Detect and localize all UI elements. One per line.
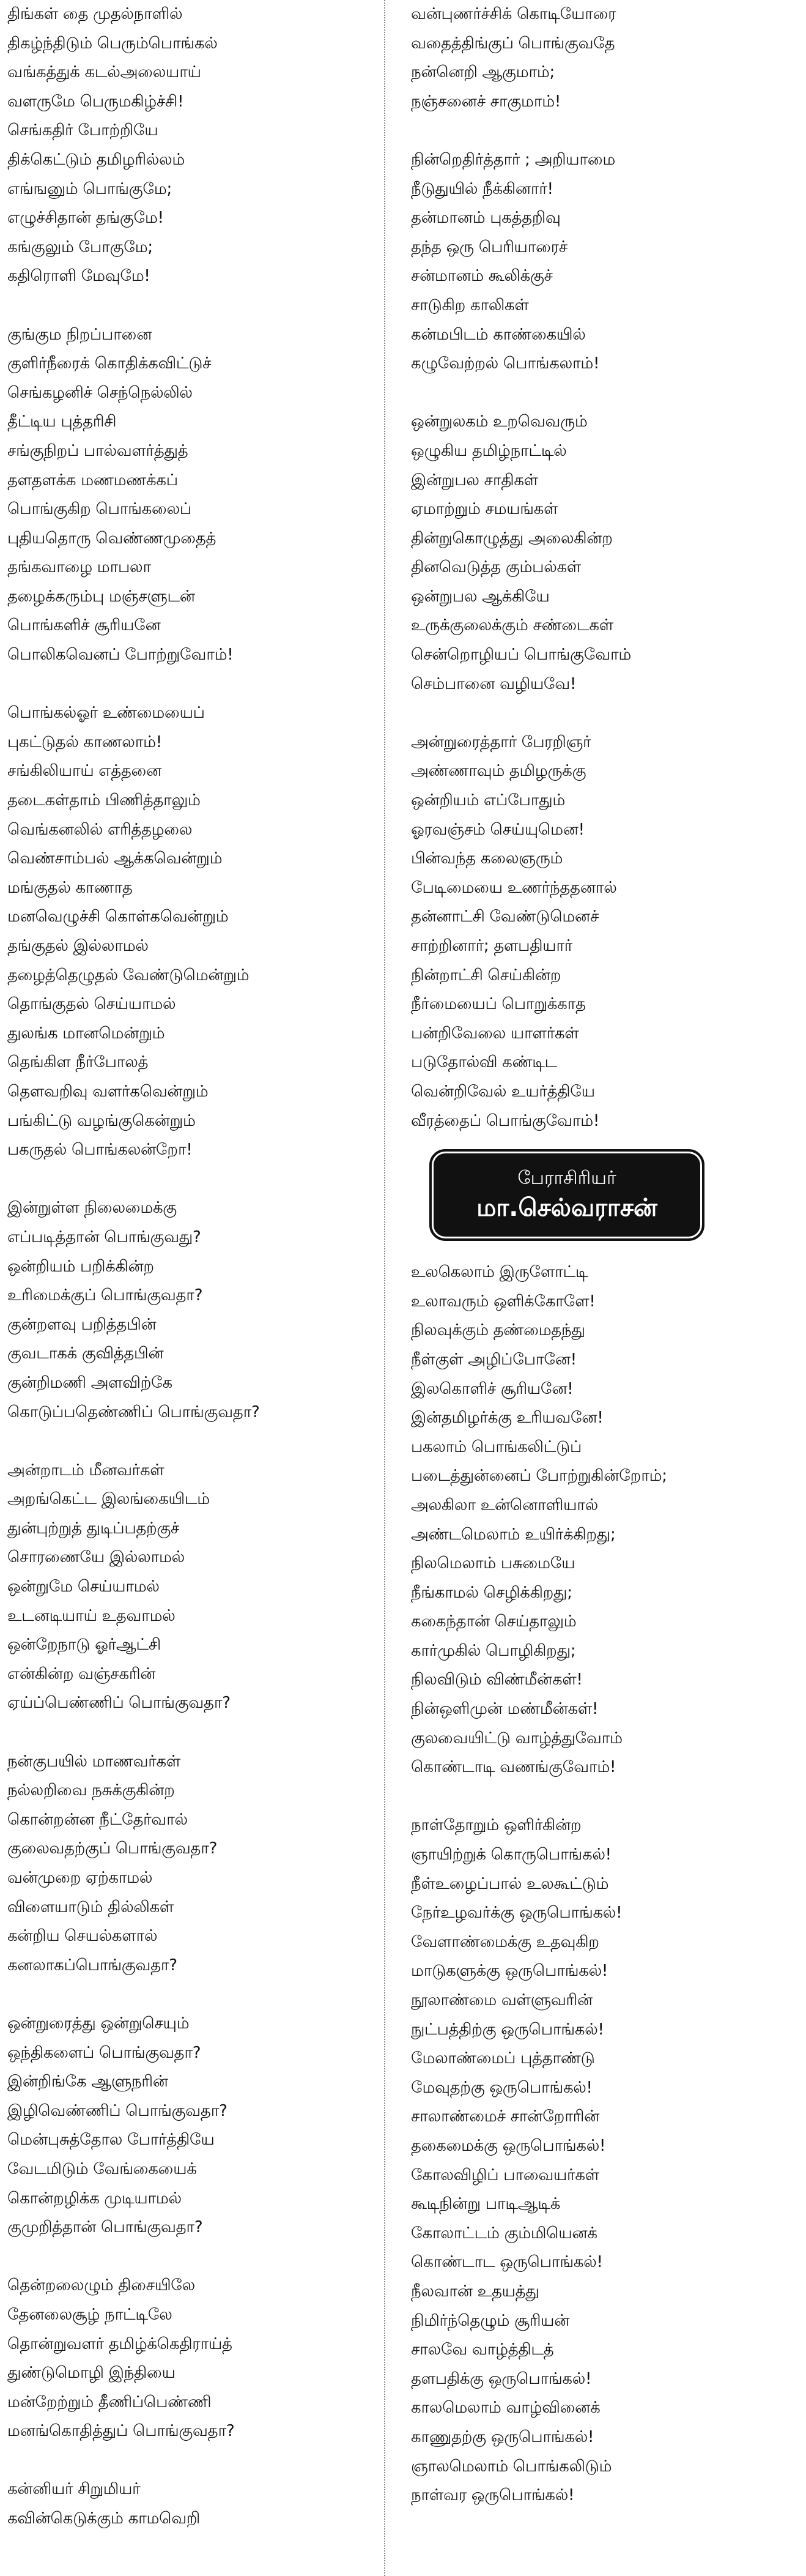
poem-line: கொடுப்பதெண்ணிப் பொங்குவதா? (7, 1402, 260, 1421)
author-name: மா.செல்வராசன் (476, 1194, 657, 1223)
poem-line: வேளாண்மைக்கு உதவுகிற (411, 1932, 599, 1951)
poem-line: உருக்குலைக்கும் சண்டைகள் (411, 616, 613, 635)
poem-line: குங்கும நிறப்பானை (7, 325, 152, 344)
poem-line: தன்மானம் புகத்தறிவு (411, 209, 561, 228)
right-column-top (411, 0, 806, 1136)
poem-line: தளபதிக்கு ஒருபொங்கல்! (411, 2369, 592, 2388)
poem-line: செம்பானை வழியவே! (411, 674, 577, 693)
poem-line: ஒந்திகளைப் பொங்குவதா? (7, 2043, 201, 2062)
poem-stanza (411, 0, 806, 116)
poem-line: பொங்கல்ஓர் உண்மையைப் (7, 704, 205, 723)
poem-line: கொண்டாடி வணங்குவோம்! (411, 1758, 616, 1777)
poem-line: எங்ஙனும் பொங்குமே; (7, 179, 172, 198)
poem-line: தகைமைக்கு ஒருபொங்கல்! (411, 2136, 606, 2155)
poem-line: பொங்குகிற பொங்கலைப் (7, 500, 191, 519)
poem-stanza (411, 728, 806, 1136)
author-title: பேராசிரியர் (517, 1167, 616, 1189)
poem-line: புகட்டுதல் காணலாம்! (7, 732, 162, 751)
poem-line: தழைக்கரும்பு மஞ்சளுடன் (7, 587, 195, 606)
poem-line: நிலவிடும் விண்மீன்கள்! (411, 1670, 583, 1689)
poem-line: நீங்காமல் செழிக்கிறது; (411, 1583, 572, 1602)
poem-line: நின்ஒளிமுன் மண்மீன்கள்! (411, 1700, 599, 1719)
poem-line: இன்றிங்கே ஆளுநரின் (7, 2072, 168, 2091)
poem-line: சாடுகிற காலிகள் (411, 296, 529, 315)
poem-line: பொங்களிச் சூரியனே (7, 616, 161, 635)
poem-line: குன்றிமணி அளவிற்கே (7, 1373, 172, 1392)
poem-line: செங்கதிர் போற்றியே (7, 121, 158, 140)
author-badge-area (411, 1136, 806, 1258)
poem-line: திக்கெட்டும் தமிழரில்லம் (7, 150, 185, 169)
author-badge (429, 1149, 704, 1241)
poem-line: குலவையிட்டு வாழ்த்துவோம் (411, 1729, 623, 1748)
poem-line: சாலாண்மைச் சான்றோரின் (411, 2107, 599, 2126)
poem-line: வீரத்தைப் பொங்குவோம்! (411, 1111, 599, 1130)
poem-line: கன்றிய செயல்களால் (7, 1927, 158, 1946)
poem-line: ககைந்தான் செய்தாலும் (411, 1612, 577, 1631)
poem-line: பன்றிவேலை யாளர்கள் (411, 1024, 579, 1043)
poem-line: கனலாகப்பொங்குவதா? (7, 1956, 177, 1975)
poem-line: தெளவறிவு வளர்கவென்றும் (7, 1082, 209, 1101)
poem-line: ஓரவஞ்சம் செய்யுமென! (411, 820, 585, 839)
poem-line: தின்றுகொழுத்து அலைகின்ற (411, 529, 613, 548)
poem-line: கொன்றழிக்க முடியாமல் (7, 2189, 182, 2208)
poem-line: கார்முகில் பொழிகிறது; (411, 1641, 576, 1660)
poem-line: கொன்றன்ன நீட்தேர்வால் (7, 1810, 188, 1829)
poem-line: நீள்குள் அழிப்போனே! (411, 1350, 577, 1369)
stanza-gap (7, 1718, 379, 1748)
poem-line: கூடிநின்று பாடிஆடிக் (411, 2195, 561, 2214)
poem-line: ஒன்றியம் பறிக்கின்ற (7, 1257, 154, 1276)
poem-line: தளதளக்க மணமணக்கப் (7, 471, 178, 490)
poem-line: தங்கவாழை மாபலா (7, 558, 151, 577)
poem-line: கழுவேற்றல் பொங்கலாம்! (411, 354, 600, 373)
poem-line: மங்குதல் காணாத (7, 878, 133, 897)
poem-line: படுதோல்வி கண்டிட (411, 1053, 558, 1072)
poem-line: மேலாண்மைப் புத்தாண்டு (411, 2049, 595, 2068)
poem-line: மேவுதற்கு ஒருபொங்கல்! (411, 2078, 593, 2097)
stanza-gap (411, 116, 806, 146)
poem-line: தினவெடுத்த கும்பல்கள் (411, 558, 581, 577)
stanza-gap (7, 1980, 379, 2009)
poem-line: குமுறித்தான் பொங்குவதா? (7, 2218, 203, 2237)
poem-stanza (7, 699, 379, 1165)
poem-line: வெங்கனலில் எரித்தழலை (7, 820, 193, 839)
poem-line: தீட்டிய புத்தரிசி (7, 412, 117, 431)
poem-line: இலகொளிச் சூரியனே! (411, 1379, 574, 1398)
stanza-gap (7, 2446, 379, 2476)
poem-line: நேர்உழவர்க்கு ஒருபொங்கல்! (411, 1904, 623, 1923)
poem-line: மனவெழுச்சி கொள்கவென்றும் (7, 907, 229, 926)
poem-line: அன்றாடம் மீனவர்கள் (7, 1461, 165, 1480)
poem-line: தென்றலைழும் திசையிலே (7, 2276, 195, 2295)
poem-stanza (411, 146, 806, 379)
poem-line: வென்றிவேல் உயர்த்தியே (411, 1082, 595, 1101)
poem-line: நல்லறிவை நசுக்குகின்ற (7, 1781, 175, 1800)
poem-line: நிமிர்ந்தெழும் சூரியன் (411, 2311, 570, 2330)
poem-stanza (411, 1258, 806, 1782)
poem-line: ஒன்றியம் எப்போதும் (411, 791, 566, 810)
poem-line: திங்கள் தை முதல்நாளில் (7, 5, 183, 23)
poem-stanza (7, 1456, 379, 1718)
poem-line: ஒழுகிய தமிழ்நாட்டில் (411, 441, 567, 460)
poem-line: நாள்தோறும் ஒளிர்கின்ற (411, 1816, 582, 1835)
poem-stanza (7, 2271, 379, 2446)
poem-line: கோலவிழிப் பாவையர்கள் (411, 2165, 599, 2184)
poem-stanza (411, 1811, 806, 2510)
poem-line: ஏய்ப்பெண்ணிப் பொங்குவதா? (7, 1694, 231, 1713)
poem-line: இன்றுள்ள நிலைமைக்கு (7, 1199, 177, 1218)
poem-line: குளிர்நீரைக் கொதிக்கவிட்டுச் (7, 354, 212, 373)
poem-line: சாலவே வாழ்த்திடத் (411, 2340, 554, 2359)
poem-line: மன்றேற்றும் தீணிப்பெண்ணி (7, 2392, 212, 2411)
poem-line: வன்முறை ஏற்காமல் (7, 1869, 153, 1887)
poem-line: கங்குலும் போகுமே; (7, 237, 153, 256)
poem-line: கதிரொளி மேவுமே! (7, 267, 150, 286)
poem-line: தந்த ஒரு பெரியாரைச் (411, 237, 568, 256)
poem-line: காலமெலாம் வாழ்வினைக் (411, 2399, 601, 2418)
poem-line: தேனலைசூழ் நாட்டிலே (7, 2305, 172, 2324)
poem-line: அண்டமெலாம் உயிர்க்கிறது; (411, 1525, 616, 1544)
column-divider (384, 0, 385, 2576)
poem-line: வன்புணர்ச்சிக் கொடியோரை (411, 5, 616, 23)
poem-line: குவடாகக் குவித்தபின் (7, 1344, 164, 1363)
poem-line: என்கின்ற வஞ்சகரின் (7, 1664, 156, 1683)
poem-line: சங்கிலியாய் எத்தனை (7, 762, 162, 781)
poem-line: சங்குநிறப் பால்வளர்த்துத் (7, 441, 188, 460)
poem-line: பொலிகவெனப் போற்றுவோம்! (7, 646, 234, 664)
poem-line: நன்குபயில் மாணவர்கள் (7, 1752, 180, 1771)
stanza-gap (7, 1165, 379, 1194)
poem-line: அன்றுரைத்தார் பேரறிஞர் (411, 732, 591, 751)
stanza-gap (411, 1782, 806, 1812)
poem-line: தொங்குதல் செய்யாமல் (7, 995, 176, 1014)
poem-line: துன்புற்றுத் துடிப்பதற்குச் (7, 1519, 180, 1538)
poem-line: தெங்கிள நீர்போலத் (7, 1053, 149, 1072)
poem-line: நீலவான் உதயத்து (411, 2282, 539, 2301)
poem-line: கொண்டாட ஒருபொங்கல்! (411, 2253, 603, 2272)
poem-stanza (7, 2009, 379, 2243)
poem-line: உடனடியாய் உதவாமல் (7, 1606, 176, 1625)
poem-line: உரிமைக்குப் பொங்குவதா? (7, 1286, 203, 1305)
poem-line: நாள்வர ஒருபொங்கல்! (411, 2486, 575, 2505)
poem-line: நின்றெதிர்த்தார் ; அறியாமை (411, 150, 616, 169)
poem-line: ஒன்றேநாடு ஓர்ஆட்சி (7, 1636, 161, 1655)
poem-line: கன்னியர் சிறுமியர் (7, 2480, 141, 2499)
poem-line: எப்படித்தான் பொங்குவது? (7, 1227, 201, 1246)
right-column-bottom (411, 1258, 806, 2511)
poem-line: தன்னாட்சி வேண்டுமெனச் (411, 907, 599, 926)
poem-line: பின்வந்த கலைஞரும் (411, 849, 563, 868)
poem-line: காணுதற்கு ஒருபொங்கல்! (411, 2427, 594, 2446)
poem-line: எழுச்சிதான் தங்குமே! (7, 209, 164, 228)
stanza-gap (7, 2243, 379, 2272)
poem-line: நீள்உழைப்பால் உலகூட்டும் (411, 1874, 609, 1893)
poem-line: நிலவுக்கும் தண்மைதந்து (411, 1321, 585, 1340)
poem-line: வளருமே பெருமகிழ்ச்சி! (7, 92, 184, 111)
poem-line: வதைத்திங்குப் பொங்குவதே (411, 34, 615, 53)
poem-line: நீர்மையைப் பொறுக்காத (411, 995, 586, 1014)
poem-line: ஞாலமெலாம் பொங்கலிடும் (411, 2457, 612, 2476)
poem-line: நஞ்சனைச் சாகுமாம்! (411, 92, 561, 111)
poem-line: மனங்கொதித்துப் பொங்குவதா? (7, 2422, 235, 2441)
poem-line: கோலாட்டம் கும்மியெனக் (411, 2224, 597, 2243)
poem-line: மென்புசுத்தோல போர்த்தியே (7, 2131, 215, 2150)
poem-line: வேடமிடும் வேங்கையைக் (7, 2159, 197, 2178)
poem-line: சொரணையே இல்லாமல் (7, 1548, 185, 1567)
poem-line: நூலாண்மை வள்ளுவரின் (411, 1991, 593, 2009)
poem-line: ஒன்றுபல ஆக்கியே (411, 587, 550, 606)
poem-line: துண்டுமொழி இந்தியை (7, 2364, 176, 2383)
poem-stanza (7, 1194, 379, 1427)
poem-line: தடைகள்தாம் பிணித்தாலும் (7, 791, 201, 810)
poem-line: தழைத்தெழுதல் வேண்டுமென்றும் (7, 966, 250, 985)
poem-line: நிலமெலாம் பசுமையே (411, 1554, 575, 1573)
poem-line: தொன்றுவளர் தமிழ்க்கெதிராய்த் (7, 2334, 232, 2353)
poem-line: வெண்சாம்பல் ஆக்கவென்றும் (7, 849, 223, 868)
poem-line: அலகிலா உன்னொளியால் (411, 1495, 598, 1514)
poem-line: விளையாடும் தில்லிகள் (7, 1897, 174, 1916)
poem-line: பகருதல் பொங்கலன்றோ! (7, 1141, 193, 1160)
poem-line: பேடிமையை உணர்ந்ததனால் (411, 878, 617, 897)
poem-line: செங்கழனிச் செந்நெல்லில் (7, 383, 193, 402)
poem-line: ஒன்றுரைத்து ஒன்றுசெயும் (7, 2014, 190, 2033)
left-column (0, 0, 379, 2576)
poem-line: இழிவெண்ணிப் பொங்குவதா? (7, 2101, 227, 2120)
stanza-gap (7, 670, 379, 699)
poem-line: மாடுகளுக்கு ஒருபொங்கல்! (411, 1962, 608, 1981)
poem-line: தங்குதல் இல்லாமல் (7, 937, 149, 955)
poem-line: நீடுதுயில் நீக்கினார்! (411, 179, 553, 198)
poem-line: இன்றுபல சாதிகள் (411, 471, 538, 490)
poem-stanza (7, 0, 379, 291)
poem-line: படைத்துன்னைப் போற்றுகின்றோம்; (411, 1467, 667, 1486)
poem-stanza (7, 321, 379, 670)
poem-line: வங்கத்துக் கடல்அலையாய் (7, 63, 201, 82)
poem-line: ஞாயிற்றுக் கொருபொங்கல்! (411, 1845, 612, 1864)
poem-line: உலகெலாம் இருளோட்டி (411, 1263, 588, 1282)
poem-line: குலைவதற்குப் பொங்குவதா? (7, 1839, 218, 1858)
poem-line: துலங்க மானமென்றும் (7, 1024, 165, 1043)
stanza-gap (7, 1427, 379, 1456)
poem-line: குன்றளவு பறித்தபின் (7, 1315, 157, 1334)
poem-line: நின்றாட்சி செய்கின்ற (411, 966, 561, 985)
poem-line: இன்தமிழர்க்கு உரியவனே! (411, 1409, 604, 1428)
poem-stanza (7, 2475, 379, 2533)
poem-stanza (7, 1748, 379, 1981)
poem-line: ஏமாற்றும் சமயங்கள் (411, 500, 558, 519)
poem-line: அண்ணாவும் தமிழருக்கு (411, 762, 586, 781)
poem-line: அறங்கெட்ட இலங்கையிடம் (7, 1490, 210, 1509)
poem-stanza (411, 408, 806, 699)
poem-line: கன்மபிடம் காண்கையில் (411, 325, 586, 344)
poem-line: நன்னெறி ஆகுமாம்; (411, 63, 555, 82)
poem-line: ஒன்றுமே செய்யாமல் (7, 1577, 160, 1596)
poem-line: சாற்றினார்; தளபதியார் (411, 937, 573, 955)
poem-line: ஒன்றுலகம் உறவெவரும் (411, 412, 588, 431)
poem-line: உலாவரும் ஒளிக்கோளே! (411, 1292, 596, 1311)
right-column (397, 0, 806, 2576)
stanza-gap (411, 699, 806, 728)
poem-line: சன்மானம் கூலிக்குச் (411, 267, 553, 286)
poem-line: நுட்பத்திற்கு ஒருபொங்கல்! (411, 2020, 604, 2039)
stanza-gap (411, 379, 806, 408)
poem-line: கவின்கெடுக்கும் காமவெறி (7, 2509, 200, 2528)
poem-line: பங்கிட்டு வழங்குகென்றும் (7, 1111, 196, 1130)
poem-line: புதியதொரு வெண்ணமுதைத் (7, 529, 216, 548)
stanza-gap (7, 291, 379, 321)
poem-line: பகலாம் பொங்கலிட்டுப் (411, 1437, 582, 1456)
poem-line: திகழ்ந்திடும் பெரும்பொங்கல் (7, 34, 218, 53)
poem-line: சென்றொழியப் பொங்குவோம் (411, 646, 632, 664)
